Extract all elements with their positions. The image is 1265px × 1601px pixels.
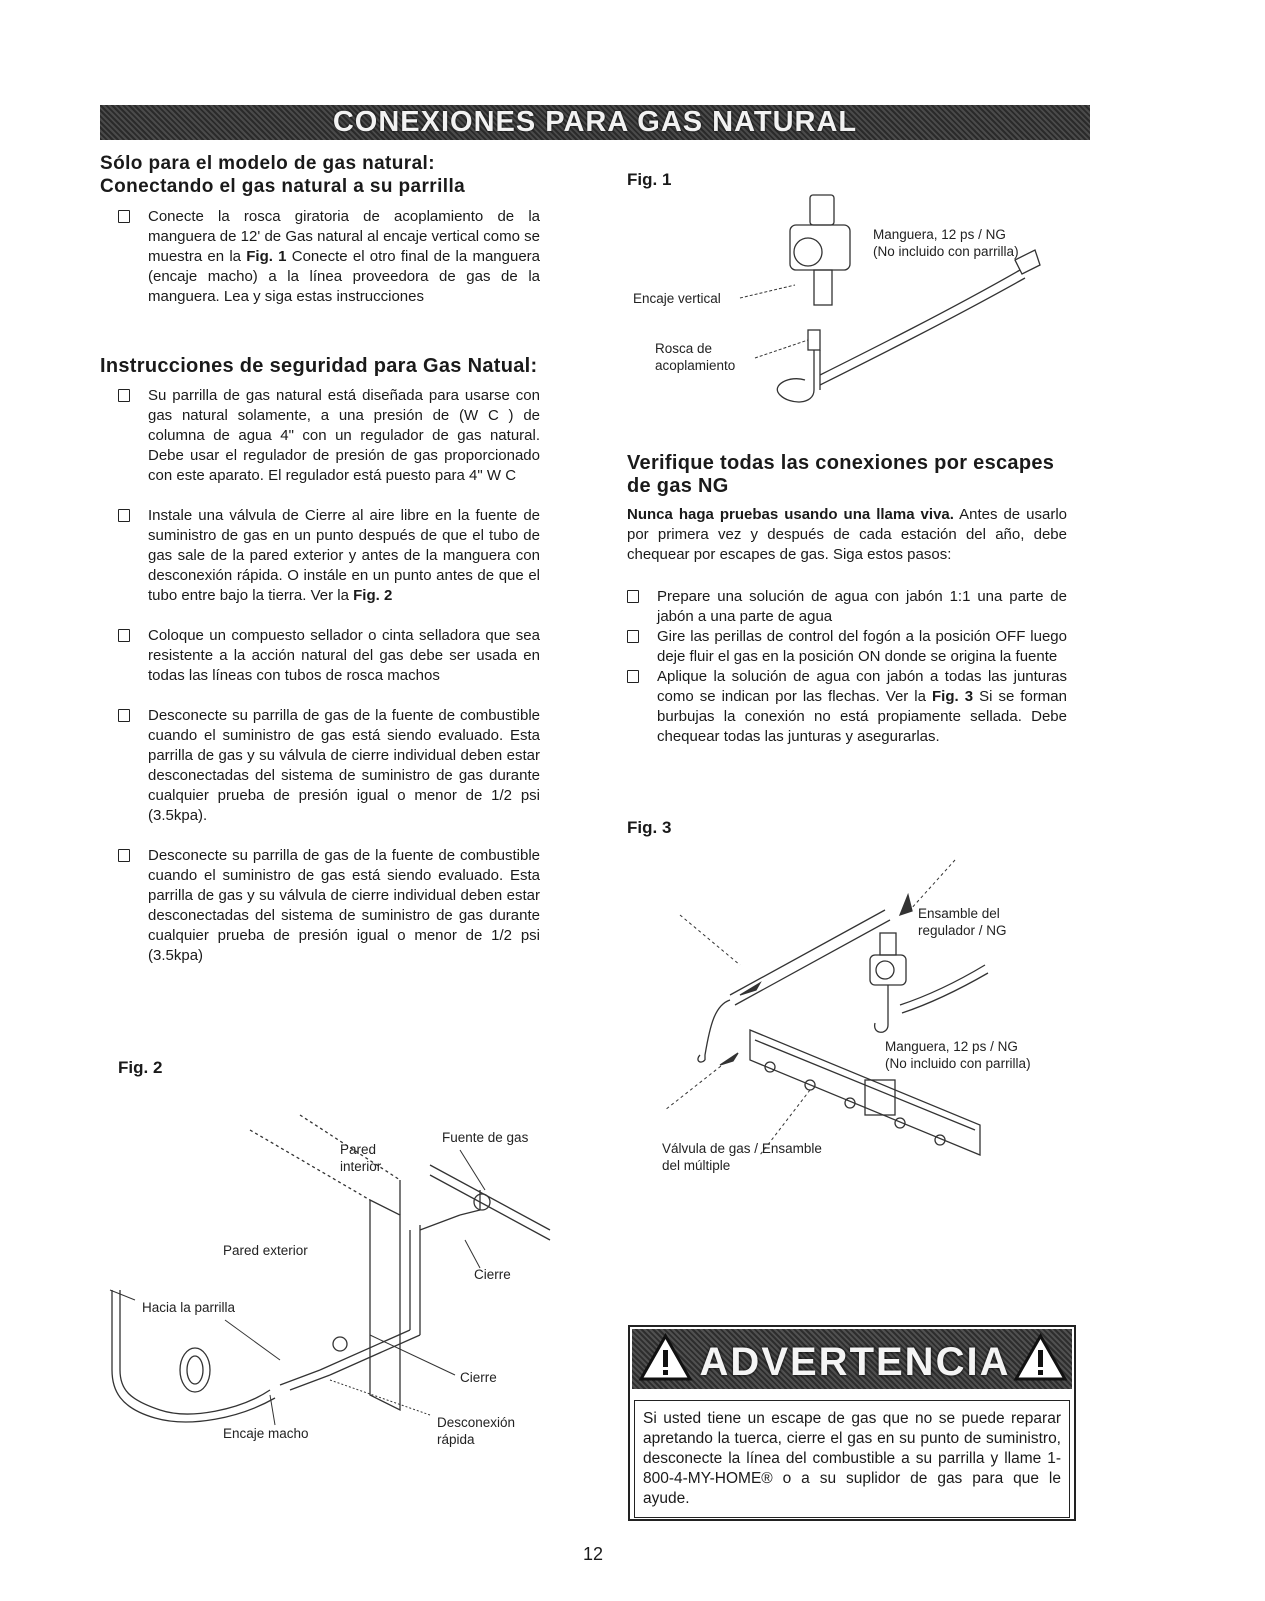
label-line: Manguera, 12 ps / NG	[885, 1039, 1018, 1054]
page-number: 12	[583, 1544, 604, 1564]
section-banner	[100, 105, 1090, 140]
warning-triangle-icon	[638, 1333, 693, 1383]
item-text: Gire las perillas de control del fogón a la posición OFF luego deje fluir el gas en la posición ON donde se origina la fuente	[657, 628, 1067, 665]
fig3-label-manguera	[885, 1038, 1031, 1072]
checkbox-icon	[118, 389, 130, 402]
item-text: Desconecte su parrilla de gas de la fuente de combustible cuando el suministro de gas está siendo evaluado. Esta parrilla de gas y su válvula de cierre individual deben estar desconectadas del sistema de suministro de gas durante cualquier prueba de presión igual o menor de 1/2 psi (3.5kpa)	[148, 847, 540, 964]
list-item	[627, 667, 1067, 747]
item-text: Prepare una solución de agua con jabón 1:1 una parte de jabón a una parte de agua	[657, 588, 1067, 625]
fig2-label-pared-exterior: Pared exterior	[223, 1243, 308, 1258]
item-text: Desconecte su parrilla de gas de la fuente de combustible cuando el suministro de gas está siendo evaluado. Esta parrilla de gas y su válvula de cierre individual deben estar desconectadas del sistema de suministro de gas durante cualquier prueba de presión igual o menor de 1/2 psi (3.5kpa).	[148, 707, 540, 824]
fig1-label-manguera	[873, 226, 1019, 260]
verify-heading	[627, 452, 1077, 498]
fig2-label-encaje-macho: Encaje macho	[223, 1426, 309, 1441]
label-line: Válvula de gas / Ensamble	[662, 1141, 822, 1156]
warning-title: ADVERTENCIA	[699, 1340, 1011, 1384]
fig3-label-ensamble	[918, 905, 1007, 939]
section1-list	[118, 207, 540, 307]
item-text: Si se forman burbujas la conexión no está propiamente sellada. Debe chequear todas las junturas y asegurarlas.	[657, 688, 1067, 745]
label-line: interior	[340, 1159, 382, 1174]
item-text: Aplique la solución de agua con jabón a todas las junturas como se indican por las flechas. Ver la	[657, 668, 1067, 705]
intro-rest: Antes de usarlo por primera vez y después de cada estación del año, debe chequear por escapes de gas. Siga estos pasos:	[627, 506, 1067, 563]
safety-list	[118, 386, 540, 966]
label-line: Rosca de	[655, 341, 713, 356]
list-item	[627, 627, 1067, 667]
checkbox-icon	[627, 590, 639, 603]
checkbox-icon	[118, 709, 130, 722]
fig3-label-valvula	[662, 1140, 822, 1174]
label-line: Pared	[340, 1142, 377, 1157]
fig2-label-desconexion	[437, 1414, 515, 1448]
list-item	[118, 207, 540, 307]
list-item	[627, 587, 1067, 627]
fig2-label-cierre-top: Cierre	[474, 1267, 511, 1282]
fig1-label-rosca	[655, 340, 735, 374]
warning-text: Si usted tiene un escape de gas que no se puede reparar apretando la tuerca, cierre el gas en su punto de suministro, desconecte la línea del combustible a su parrilla y llame 1-800-4-MY-HOME® o a su suplidor de gas para que le ayude.	[634, 1400, 1070, 1518]
list-item	[118, 626, 540, 686]
checkbox-icon	[118, 629, 130, 642]
fig1-label-encaje: Encaje vertical	[633, 291, 721, 306]
fig2-label-hacia: Hacia la parrilla	[142, 1300, 236, 1315]
item-text: Conecte la rosca giratoria de acoplamiento de la manguera de 12' de Gas natural al encaje vertical como se muestra en la	[148, 208, 540, 265]
list-item	[118, 846, 540, 966]
checkbox-icon	[118, 509, 130, 522]
banner-title: CONEXIONES PARA GAS NATURAL	[332, 106, 858, 138]
label-line: (No incluido con parrilla)	[885, 1056, 1031, 1071]
section2-heading: Instrucciones de seguridad para Gas Natual:	[100, 355, 538, 377]
intro-bold: Nunca haga pruebas usando una llama viva.	[627, 506, 954, 523]
label-line: regulador / NG	[918, 923, 1007, 938]
label-line: Desconexión	[437, 1415, 516, 1430]
fig2-label-fuente: Fuente de gas	[442, 1130, 529, 1145]
fig1-label: Fig. 1	[627, 170, 672, 189]
verify-list	[627, 587, 1067, 747]
figure-ref: Fig. 3	[932, 688, 974, 705]
item-text: Coloque un compuesto sellador o cinta selladora que sea resistente a la acción natural del gas debe ser usada en todas las líneas con tubos de rosca machos	[148, 627, 540, 684]
section1-heading	[100, 152, 560, 198]
heading-line: Verifique todas las conexiones por escapes	[627, 452, 1055, 474]
fig2-label-pared-interior	[340, 1141, 381, 1175]
section1-heading-line1: Sólo para el modelo de gas natural:	[100, 153, 435, 174]
figure-ref: Fig. 1	[246, 248, 287, 265]
list-item	[118, 706, 540, 826]
heading-line: de gas NG	[627, 475, 729, 497]
label-line: (No incluido con parrilla)	[873, 244, 1019, 259]
figure-ref: Fig. 2	[353, 587, 393, 604]
section1-heading-line2: Conectando el gas natural a su parrilla	[100, 176, 466, 197]
label-line: rápida	[437, 1432, 475, 1447]
item-text: Su parrilla de gas natural está diseñada para usarse con gas natural solamente, a una presión de (W C ) de columna de agua 4" con un regulador de gas natural. Debe usar el regulador de presión de gas proporcionado con este aparato. El regulador está puesto para 4" W C	[148, 387, 540, 484]
label-line: del múltiple	[662, 1158, 731, 1173]
fig3-label: Fig. 3	[627, 818, 672, 837]
verify-intro	[627, 505, 1067, 565]
checkbox-icon	[627, 670, 639, 683]
label-line: Ensamble del	[918, 906, 1000, 921]
fig2-label-cierre-bottom: Cierre	[460, 1370, 497, 1385]
item-text: Conecte el otro final de la manguera (encaje macho) a la línea proveedora de gas de la manguera. Lea y siga estas instrucciones	[148, 248, 541, 305]
checkbox-icon	[118, 849, 130, 862]
label-line: Manguera, 12 ps / NG	[873, 227, 1006, 242]
checkbox-icon	[118, 210, 130, 223]
list-item	[118, 386, 540, 486]
checkbox-icon	[627, 630, 639, 643]
item-text: Instale una válvula de Cierre al aire libre en la fuente de suministro de gas en un punto después de que el tubo de gas sale de la pared exterior y antes de la manguera con desconexión rápida. O instále en un punto antes de que el tubo entre bajo la tierra. Ver la	[148, 507, 540, 604]
list-item	[118, 506, 540, 606]
label-line: acoplamiento	[655, 358, 736, 373]
fig2-label: Fig. 2	[118, 1058, 163, 1077]
warning-triangle-icon	[1013, 1333, 1068, 1383]
